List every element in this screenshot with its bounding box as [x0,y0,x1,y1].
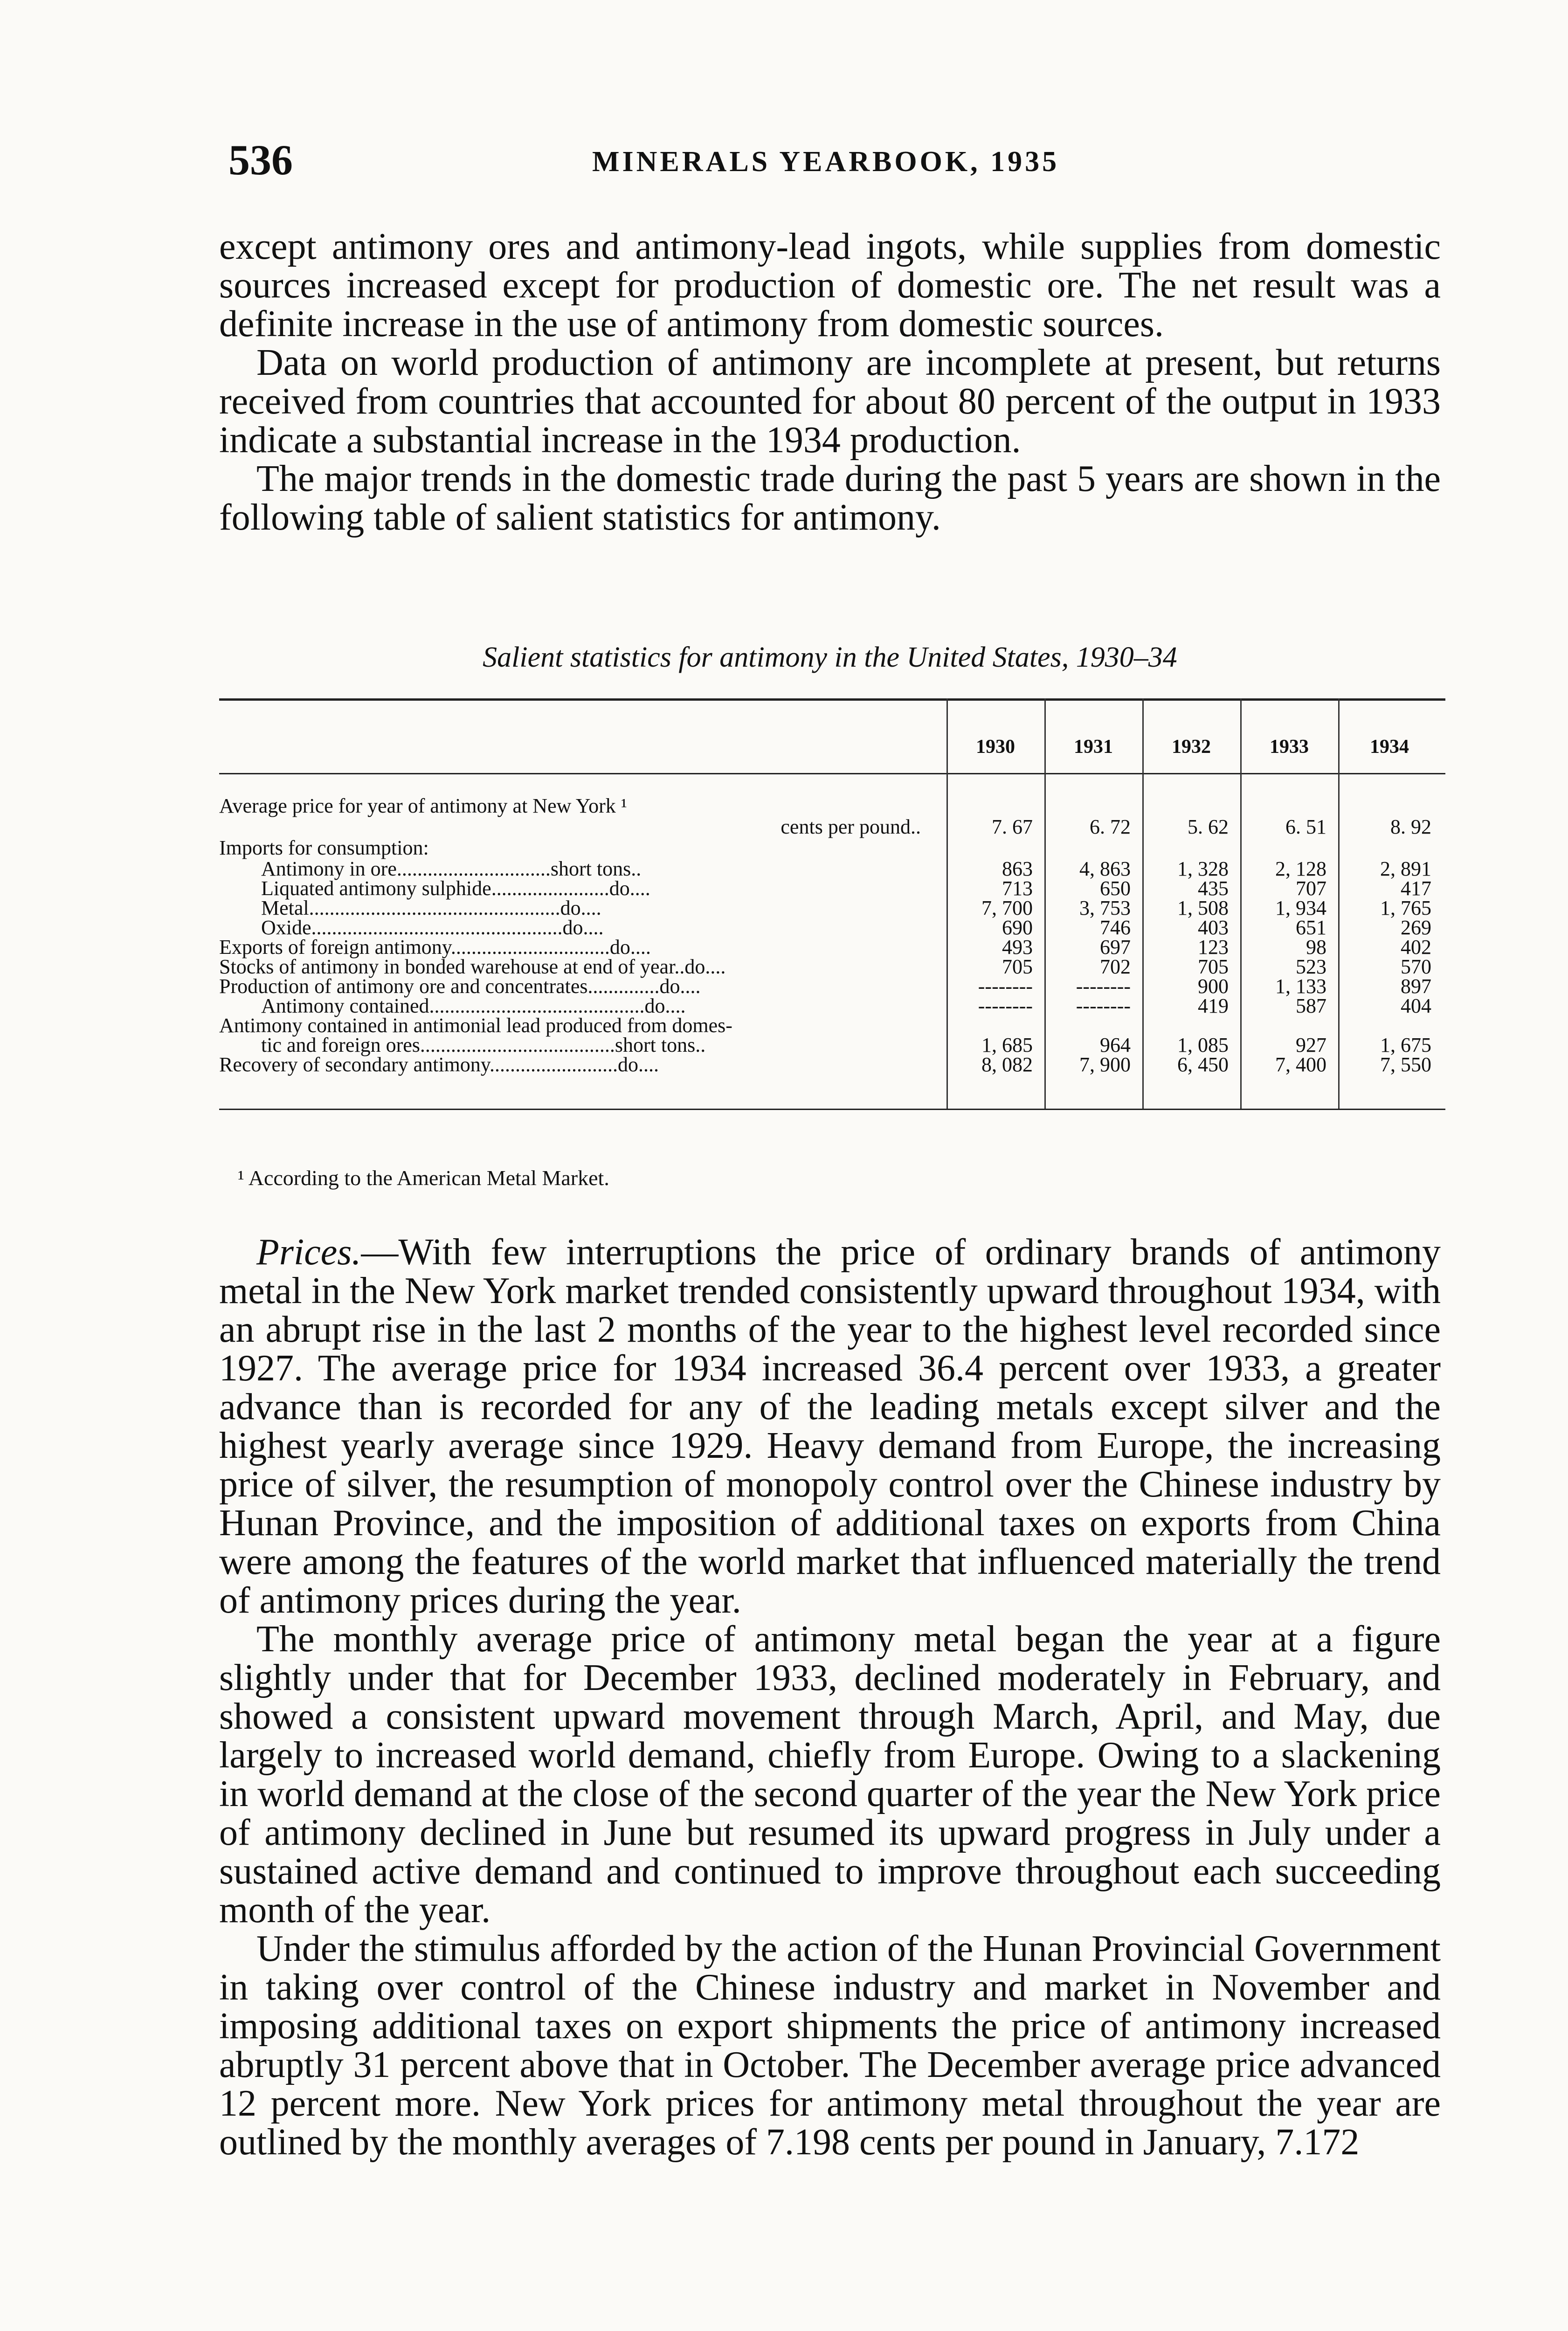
row-label: Antimony contained in antimonial lead produced from domes- [219,1014,732,1037]
row-label: Production of antimony ore and concentrates..............do.... [219,975,701,998]
cell-value: 1, 133 [1275,975,1326,998]
page-header [228,135,1441,186]
cell-value: 651 [1296,916,1326,939]
table-row [219,876,1445,900]
row-label: Antimony in ore..............................short tons.. [261,857,642,880]
cell-value: 697 [1100,936,1131,959]
table-row [219,836,1445,859]
cell-value: 6. 51 [1285,815,1326,838]
cell-value: 964 [1100,1034,1131,1056]
cell-value: 7, 550 [1380,1053,1431,1076]
prices-section [219,1233,1441,2162]
table-row [219,974,1445,998]
row-label: Liquated antimony sulphide.......................do.... [261,877,650,900]
cell-value: 7, 400 [1275,1053,1326,1076]
cell-value: 1, 685 [981,1034,1033,1056]
row-label: Antimony contained..........................................do.... [261,994,686,1017]
paragraph: except antimony ores and antimony-lead ingots, while supplies from domestic sources increased except for production of domestic ore. The net result was a definite increase in the use of antimony from domestic sources. [219,226,1441,345]
cell-value: 98 [1306,936,1326,959]
cell-value: 1, 085 [1177,1034,1229,1056]
table-row [219,916,1445,939]
table-row [219,1014,1445,1037]
cell-value: 7, 900 [1079,1053,1131,1076]
cell-value: 6, 450 [1177,1053,1229,1076]
cell-value: 713 [1002,877,1033,900]
cell-value: 863 [1002,857,1033,880]
row-label: Recovery of secondary antimony.........................do.... [219,1053,659,1076]
row-label: Stocks of antimony in bonded warehouse at end of year..do.... [219,955,726,978]
table-title: Salient statistics for antimony in the United States, 1930–34 [483,641,1177,673]
table-bottom-rule [219,1109,1445,1110]
row-label: Imports for consumption: [219,836,429,859]
paragraph: The major trends in the domestic trade during the past 5 years are shown in the following table of salient statistics for antimony. [219,458,1441,538]
year-header: 1932 [1172,736,1211,758]
cell-value: 705 [1198,955,1229,978]
table-row [219,994,1445,1017]
row-label: Oxide.................................................do.... [261,916,604,939]
cell-value: -------- [978,975,1033,998]
cell-value: 417 [1401,877,1431,900]
cell-value: 7. 67 [992,815,1033,838]
cell-value: 650 [1100,877,1131,900]
row-label: Exports of foreign antimony...............................do.... [219,936,651,959]
cell-value: 570 [1401,955,1431,978]
cell-value: 8. 92 [1390,815,1431,838]
cell-value: 7, 700 [981,897,1033,919]
cell-value: -------- [1076,975,1131,998]
cell-value: 493 [1002,936,1033,959]
table-row [219,794,1445,817]
cell-value: 5. 62 [1188,815,1229,838]
cell-value: 1, 508 [1177,897,1229,919]
table-row [219,896,1445,917]
cell-value: 897 [1401,975,1431,998]
row-label: Metal.................................................do.... [261,897,601,919]
cell-value: 404 [1401,994,1431,1017]
intro-text [219,228,1441,537]
row-label: cents per pound.. [781,815,921,838]
paragraph-text: —With few interruptions the price of ordinary brands of antimony metal in the New York market trended consistently upward throughout 1934, with an abrupt rise in the last 2 months of the year to the highest level recorded since 1927. The average price for 1934 increased 36.4 percent over 1933, a greater advance than is recorded for any of the leading metals except silver and the highest yearly average since 1929. Heavy demand from Europe, the increasing price of silver, the resumption of monopoly control over the Chinese industry by Hunan Province, and the imposition of additional taxes on exports from China were among the features of the world market that influenced materially the trend of antimony prices during the year. [219,1232,1441,1621]
table-row [219,1053,1445,1076]
cell-value: -------- [1076,994,1131,1017]
cell-value: 2, 128 [1275,857,1326,880]
cell-value: -------- [978,994,1033,1017]
table-footnote: ¹ According to the American Metal Market. [238,1166,609,1190]
table-header-rule [219,773,1445,774]
cell-value: 123 [1198,936,1229,959]
paragraph [219,1233,1441,1620]
table-row [219,1033,1445,1054]
cell-value: 702 [1100,955,1131,978]
table-top-rule [219,698,1445,701]
year-header: 1934 [1370,736,1409,758]
row-label: tic and foreign ores......................................short tons.. [261,1034,706,1056]
cell-value: 2, 891 [1380,857,1431,880]
cell-value: 8, 082 [981,1053,1033,1076]
cell-value: 1, 675 [1380,1034,1431,1056]
running-head: MINERALS YEARBOOK, 1935 [592,146,1060,178]
cell-value: 1, 934 [1275,897,1326,919]
cell-value: 403 [1198,916,1229,939]
cell-value: 705 [1002,955,1033,978]
cell-value: 6. 72 [1090,815,1131,838]
cell-value: 3, 753 [1079,897,1131,919]
paragraph: The monthly average price of antimony metal began the year at a figure slightly under that for December 1933, declined moderately in February, and showed a consistent upward movement through March, April, and May, due largely to increased world demand, chiefly from Europe. Owing to a slackening in world demand at the close of the second quarter of the year the New York price of antimony declined in June but resumed its upward progress in July under a sustained active demand and continued to improve throughout each succeeding month of the year. [219,1619,1441,1931]
table-row [219,815,1445,838]
cell-value: 523 [1296,955,1326,978]
cell-value: 707 [1296,877,1326,900]
cell-value: 587 [1296,994,1326,1017]
cell-value: 435 [1198,877,1229,900]
cell-value: 1, 328 [1177,857,1229,880]
table-row [219,955,1445,978]
cell-value: 402 [1401,936,1431,959]
cell-value: 690 [1002,916,1033,939]
table-row [219,857,1445,880]
page-number: 536 [228,136,293,184]
year-header: 1933 [1270,736,1309,758]
year-header: 1930 [976,736,1015,758]
cell-value: 269 [1401,916,1431,939]
cell-value: 1, 765 [1380,897,1431,919]
cell-value: 746 [1100,916,1131,939]
paragraph: Under the stimulus afforded by the action of the Hunan Provincial Government in taking over control of the Chinese industry and market in November and imposing additional taxes on export shipments the price of antimony increased abruptly 31 percent above that in October. The December average price advanced 12 percent more. New York prices for antimony metal throughout the year are outlined by the monthly averages of 7.198 cents per pound in January, 7.172 [219,1928,1441,2163]
cell-value: 927 [1296,1034,1326,1056]
salient-statistics-table [219,698,1445,1127]
section-heading: Prices. [256,1232,361,1273]
paragraph: Data on world production of antimony are incomplete at present, but returns received from countries that accounted for about 80 percent of the output in 1933 indicate a substantial increase in the 1934 production. [219,342,1441,461]
row-label: Average price for year of antimony at New York ¹ [219,794,627,817]
year-header: 1931 [1074,736,1113,758]
cell-value: 419 [1198,994,1229,1017]
cell-value: 900 [1198,975,1229,998]
table-row [219,935,1445,959]
cell-value: 4, 863 [1079,857,1131,880]
